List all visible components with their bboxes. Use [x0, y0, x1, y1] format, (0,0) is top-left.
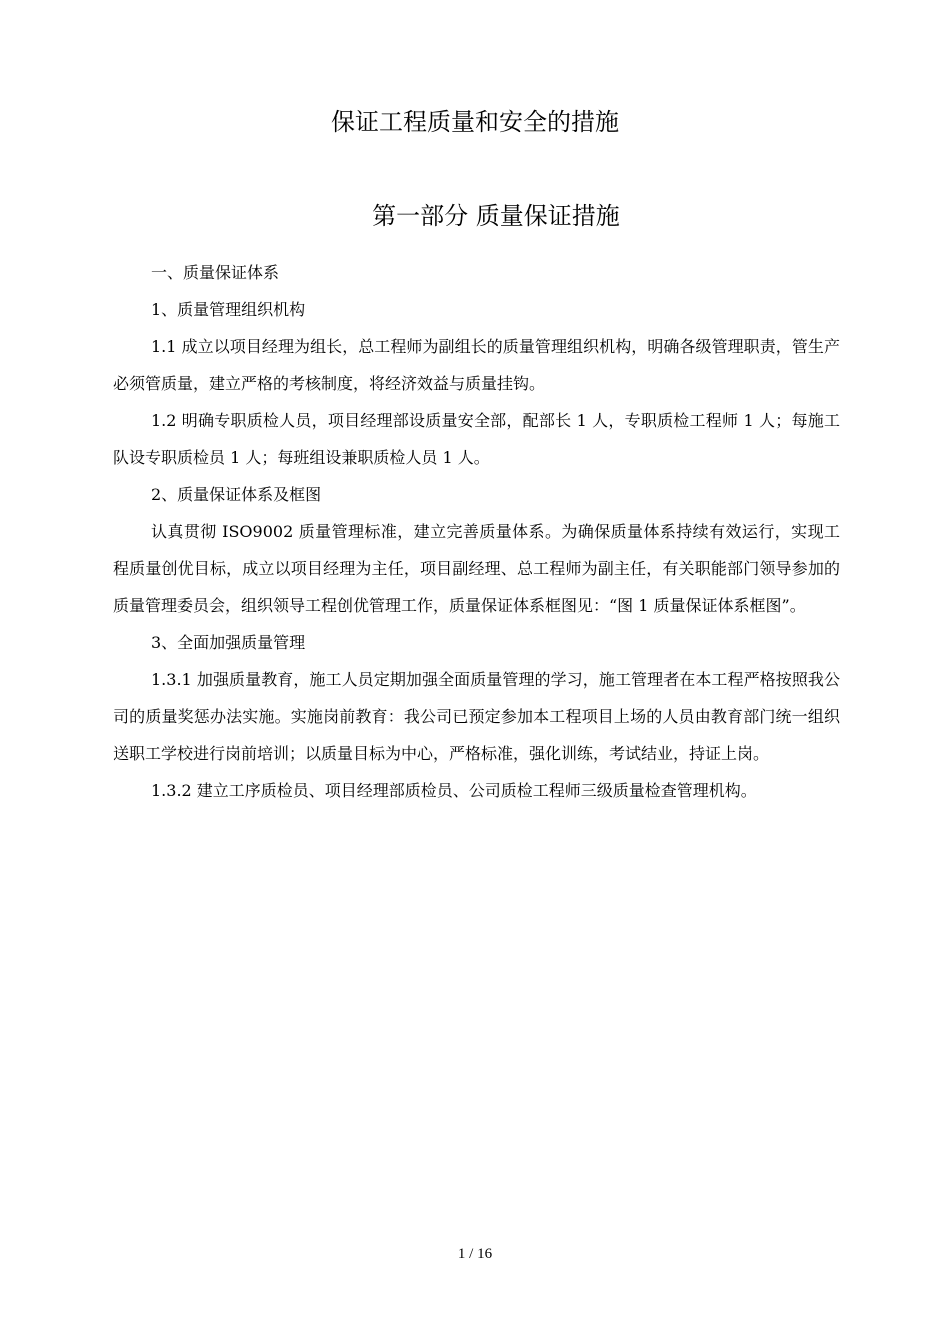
document-title: 保证工程质量和安全的措施 — [331, 108, 619, 136]
document-body — [113, 254, 840, 809]
subsection-heading-management: 3、全面加强质量管理 — [151, 633, 306, 652]
paragraph-iso9002: 认真贯彻 ISO9002 质量管理标准，建立完善质量体系。为确保质量体系持续有效运行，实现工程质量创优目标，成立以项目经理为主任，项目副经理、总工程师为副主任，有关职能部门领导参加的质量管理委员会，组织领导工程创优管理工作，质量保证体系框图见：“图 1 质量保证体系框图”。 — [113, 522, 840, 615]
paragraph-1-1: 1.1 成立以项目经理为组长，总工程师为副组长的质量管理组织机构，明确各级管理职责，管生产必须管质量，建立严格的考核制度，将经济效益与质量挂钩。 — [113, 337, 840, 393]
page-number: 1 / 16 — [457, 1246, 493, 1262]
paragraph-1-3-1: 1.3.1 加强质量教育，施工人员定期加强全面质量管理的学习，施工管理者在本工程严格按照我公司的质量奖惩办法实施。实施岗前教育：我公司已预定参加本工程项目上场的人员由教育部门统一组织送职工学校进行岗前培训；以质量目标为中心，严格标准，强化训练，考试结业，持证上岗。 — [113, 670, 840, 763]
paragraph-1-3-2: 1.3.2 建立工序质检员、项目经理部质检员、公司质检工程师三级质量检查管理机构。 — [151, 781, 757, 800]
subsection-heading-system-diagram: 2、质量保证体系及框图 — [151, 485, 322, 504]
part-title: 第一部分 质量保证措施 — [372, 202, 620, 230]
subsection-heading-organization: 1、质量管理组织机构 — [151, 300, 306, 319]
section-heading-quality-system: 一、质量保证体系 — [151, 263, 280, 282]
paragraph-1-2: 1.2 明确专职质检人员，项目经理部设质量安全部，配部长 1 人，专职质检工程师 1 人；每施工队设专职质检员 1 人；每班组设兼职质检人员 1 人。 — [113, 411, 840, 467]
